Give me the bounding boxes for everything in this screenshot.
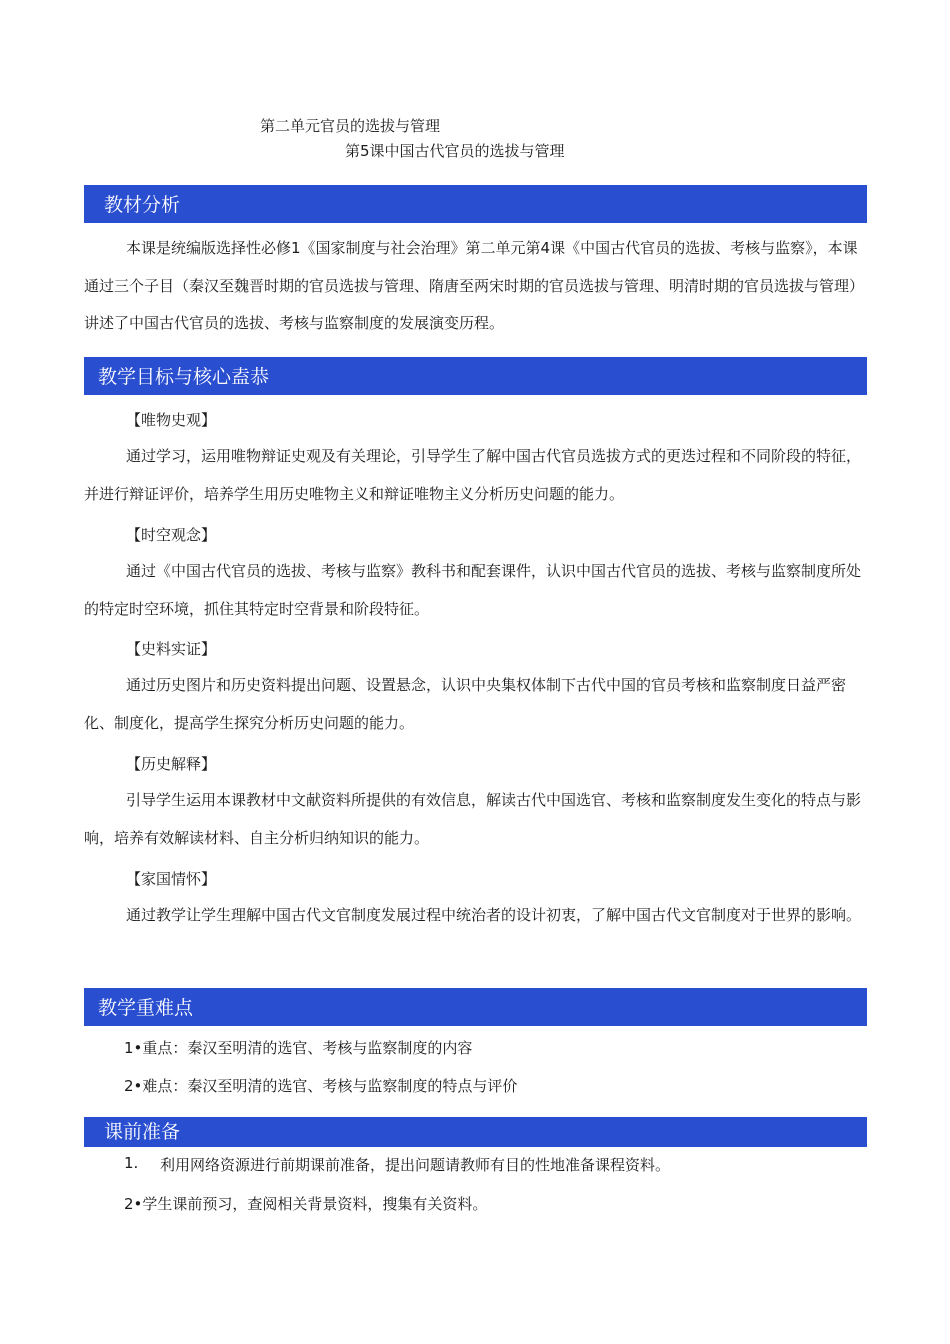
goal-label-materialism: 【唯物史观】 bbox=[126, 411, 217, 429]
section-heading-preparation: 课前准备 bbox=[84, 1117, 867, 1147]
key-point-item: 1•重点：秦汉至明清的选官、考核与监察制度的内容 bbox=[124, 1039, 473, 1057]
goal-label-spacetime: 【时空观念】 bbox=[126, 526, 217, 544]
section-heading-analysis: 教材分析 bbox=[84, 185, 867, 223]
goal-text-patriotism: 通过教学让学生理解中国古代文官制度发展过程中统治者的设计初衷，了解中国古代文官制度对于世界的影响。 bbox=[126, 906, 862, 924]
lesson-title: 第5课中国古代官员的选拔与管理 bbox=[345, 142, 565, 160]
section-heading-goals: 教学目标与核心盍恭 bbox=[84, 357, 867, 395]
prep-item-2-text: 2•学生课前预习，查阅相关背景资料，搜集有关资料。 bbox=[124, 1195, 488, 1213]
section-heading-key-points: 教学重难点 bbox=[84, 988, 867, 1026]
goal-text-evidence: 通过历史图片和历史资料提出问题、设置悬念，认识中央集权体制下古代中国的官员考核和监察制度日益严密化、制度化，提高学生探究分析历史问题的能力。 bbox=[84, 676, 847, 732]
prep-item-1-text: 利用网络资源进行前期课前准备，提出问题请教师有目的性地准备课程资料。 bbox=[160, 1156, 671, 1174]
prep-item-1-number: 1. bbox=[124, 1154, 139, 1172]
difficult-point-item: 2•难点：秦汉至明清的选官、考核与监察制度的特点与评价 bbox=[124, 1077, 518, 1095]
unit-title: 第二单元官员的选拔与管理 bbox=[260, 117, 441, 135]
goal-label-patriotism: 【家国情怀】 bbox=[126, 870, 217, 888]
goal-label-evidence: 【史料实证】 bbox=[126, 640, 217, 658]
analysis-paragraph: 本课是统编版选择性必修1《国家制度与社会治理》第二单元第4课《中国古代官员的选拔、考核与监察》，本课通过三个子目（秦汉至魏晋时期的官员选拔与管理、隋唐至两宋时期的官员选拔与管理、明清时期的官员选拔与管理）讲述了中国古代官员的选拔、考核与监察制度的发展演变历程。 bbox=[84, 239, 865, 332]
goal-label-interpretation: 【历史解释】 bbox=[126, 755, 217, 773]
goal-text-materialism: 通过学习，运用唯物辩证史观及有关理论，引导学生了解中国古代官员选拔方式的更迭过程和不同阶段的特征，并进行辩证评价，培养学生用历史唯物主义和辩证唯物主义分析历史问题的能力。 bbox=[84, 447, 862, 503]
goal-text-interpretation: 引导学生运用本课教材中文献资料所提供的有效信息，解读古代中国选官、考核和监察制度发生变化的特点与影响，培养有效解读材料、自主分析归纳知识的能力。 bbox=[84, 791, 862, 847]
goal-text-spacetime: 通过《中国古代官员的选拔、考核与监察》教科书和配套课件，认识中国古代官员的选拔、考核与监察制度所处的特定时空环境，抓住其特定时空背景和阶段特征。 bbox=[84, 562, 862, 618]
